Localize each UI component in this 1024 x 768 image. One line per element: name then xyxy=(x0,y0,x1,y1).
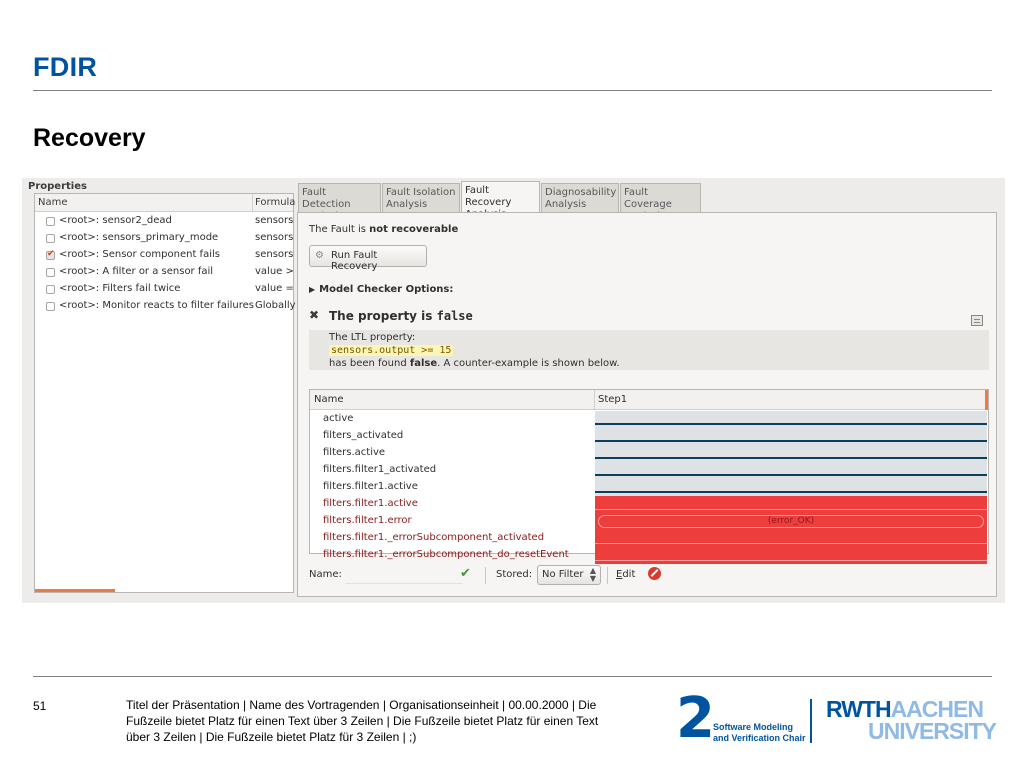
trace-variable-name: filters.filter1._errorSubcomponent_activated xyxy=(323,532,545,543)
ltl-result-box xyxy=(309,330,989,370)
edit-filter-button[interactable]: Edit xyxy=(616,569,636,580)
signal-waveform xyxy=(595,474,987,476)
tab-label-line1: Fault Recovery xyxy=(465,185,512,208)
expand-triangle-icon: ▶ xyxy=(309,285,316,294)
tab-diagnosability[interactable] xyxy=(541,183,619,212)
ltl-intro: The LTL property: xyxy=(329,332,416,343)
property-checkbox[interactable] xyxy=(46,268,55,277)
toolbar-separator xyxy=(485,567,486,584)
trace-row[interactable] xyxy=(310,496,988,513)
property-checkbox[interactable] xyxy=(46,285,55,294)
tab-fault-recovery[interactable] xyxy=(461,181,540,213)
trace-row[interactable] xyxy=(310,530,988,547)
property-name: <root>: sensors_primary_mode xyxy=(59,232,219,243)
horizontal-scrollbar[interactable] xyxy=(35,589,115,592)
properties-header xyxy=(35,194,296,212)
rwth-logo xyxy=(826,697,996,747)
trace-row[interactable] xyxy=(310,479,988,496)
result-title: The property is false xyxy=(329,309,473,323)
tab-label-line1: Fault Isolation xyxy=(386,187,456,198)
trace-step-cell xyxy=(595,445,987,462)
property-checkbox[interactable] xyxy=(46,302,55,311)
fault-recovery-panel xyxy=(297,212,997,597)
property-row[interactable] xyxy=(35,213,293,230)
slide-subtitle: Recovery xyxy=(33,124,146,152)
column-separator[interactable] xyxy=(594,390,595,410)
property-name: <root>: A filter or a sensor fail xyxy=(59,266,214,277)
i2-logo-mark: 2 xyxy=(676,686,715,751)
i2-logo-line1: Software Modeling xyxy=(713,722,794,732)
trace-variable-name: filters_activated xyxy=(323,430,404,441)
spinner-arrows-icon: ▲ ▼ xyxy=(589,566,596,583)
property-name: <root>: Monitor reacts to filter failures xyxy=(59,300,254,311)
property-formula: sensors xyxy=(255,215,294,226)
property-formula: sensors xyxy=(255,232,294,243)
property-checkbox[interactable] xyxy=(46,251,55,260)
run-icon: ⚙ xyxy=(315,250,324,261)
signal-waveform xyxy=(595,543,987,544)
signal-waveform xyxy=(595,457,987,459)
trace-step-cell xyxy=(595,547,987,564)
property-checkbox[interactable] xyxy=(46,217,55,226)
footer-rule xyxy=(33,676,992,677)
trace-step-cell xyxy=(595,411,987,428)
stored-filter-label: Stored: xyxy=(496,569,533,580)
trace-row[interactable] xyxy=(310,462,988,479)
footer-text: Titel der Präsentation | Name des Vortragenden | Organisationseinheit | 00.00.2000 | Die Fußzeile bietet Platz für einen Text über 3 Zeilen | Die Fußzeile bietet Platz für einen Text über 3 Zeilen | Die Fußzeile bietet Platz für 3 Zeilen | ;) xyxy=(126,698,599,744)
toolbar-separator xyxy=(607,567,608,584)
properties-title: Properties xyxy=(28,181,87,192)
rwth-logo-rwth: RWTH xyxy=(826,696,891,722)
i2-logo-line2: and Verification Chair xyxy=(713,733,806,743)
stored-filter-value: No Filter xyxy=(542,569,584,580)
tab-label-line1: Fault Coverage xyxy=(624,187,672,210)
trace-col-step[interactable]: Step1 xyxy=(598,394,628,405)
filter-bar xyxy=(309,564,989,588)
trace-variable-name: filters.filter1.active xyxy=(323,498,418,509)
signal-waveform xyxy=(595,440,987,442)
trace-row[interactable] xyxy=(310,513,988,530)
fault-status: not recoverable xyxy=(369,224,459,235)
apply-filter-check-icon[interactable]: ✔ xyxy=(460,566,471,581)
property-row[interactable] xyxy=(35,298,296,315)
property-name: <root>: sensor2_dead xyxy=(59,215,172,226)
column-separator[interactable] xyxy=(252,194,253,212)
fault-status-line: The Fault is not recoverable xyxy=(309,224,459,235)
run-fault-recovery-label: Run Fault Recovery xyxy=(331,250,378,272)
column-resize-handle[interactable] xyxy=(985,390,988,410)
title-rule xyxy=(33,90,992,91)
property-row[interactable] xyxy=(35,281,293,298)
trace-value-label: (error_OK) xyxy=(598,515,984,528)
model-checker-options-expander[interactable]: ▶ Model Checker Options: xyxy=(309,284,454,295)
trace-variable-name: filters.filter1_activated xyxy=(323,464,437,475)
trace-step-cell xyxy=(595,479,987,496)
stored-filter-select[interactable] xyxy=(537,565,601,585)
rwth-logo-university: UNIVERSITY xyxy=(868,718,997,744)
trace-variable-name: filters.filter1.active xyxy=(323,481,418,492)
property-formula: value > xyxy=(255,266,294,277)
property-row[interactable] xyxy=(35,230,293,247)
trace-row[interactable] xyxy=(310,428,988,445)
trace-row[interactable] xyxy=(310,445,988,462)
trace-variable-name: active xyxy=(323,413,354,424)
tab-label-line2: Analysis xyxy=(545,199,587,210)
properties-col-name[interactable]: Name xyxy=(38,197,68,208)
trace-variable-name: filters.filter1._errorSubcomponent_do_resetEvent xyxy=(323,549,569,560)
property-row[interactable] xyxy=(35,247,293,264)
ltl-formula: sensors.output >= 15 xyxy=(331,345,452,356)
trace-row[interactable] xyxy=(310,411,988,428)
properties-table xyxy=(34,193,294,593)
tab-fault-isolation[interactable] xyxy=(382,183,460,212)
signal-waveform xyxy=(595,491,987,493)
ltl-found-line: has been found false. A counter-example is shown below. xyxy=(329,358,620,369)
tool-screenshot xyxy=(22,178,1005,603)
trace-step-cell xyxy=(595,428,987,445)
rwth-logo-aachen: AACHEN xyxy=(890,696,983,722)
filter-name-label: Name: xyxy=(309,569,342,580)
trace-col-name[interactable]: Name xyxy=(314,394,344,405)
property-name: <root>: Sensor component fails xyxy=(59,249,220,260)
properties-col-formula[interactable]: Formula xyxy=(255,197,296,208)
tab-label-line1: Fault Detection xyxy=(302,187,351,210)
trace-row[interactable] xyxy=(310,547,988,564)
clear-filter-icon[interactable] xyxy=(648,567,661,580)
property-checkbox[interactable] xyxy=(46,234,55,243)
detach-result-icon[interactable] xyxy=(971,315,983,326)
property-row[interactable] xyxy=(35,264,293,281)
trace-variable-name: filters.filter1.error xyxy=(323,515,412,526)
tab-label-line2: Analysis xyxy=(386,199,428,210)
trace-step-cell xyxy=(595,462,987,479)
tab-fault-coverage[interactable] xyxy=(620,183,701,212)
filter-name-input[interactable] xyxy=(345,566,463,584)
trace-header xyxy=(310,390,988,410)
tab-label-line1: Diagnosability xyxy=(545,187,617,198)
property-formula: value = xyxy=(255,283,294,294)
tab-fault-detection[interactable] xyxy=(298,183,381,212)
signal-waveform xyxy=(595,423,987,425)
run-fault-recovery-button[interactable] xyxy=(309,245,427,272)
counterexample-table xyxy=(309,389,989,560)
close-result-icon[interactable]: ✖ xyxy=(309,308,320,322)
property-formula: sensors xyxy=(255,249,294,260)
page-number: 51 xyxy=(33,699,47,713)
i2-logo xyxy=(676,686,826,751)
slide-title: FDIR xyxy=(33,52,98,82)
trace-step-cell xyxy=(595,496,987,513)
trace-step-cell xyxy=(595,530,987,547)
property-formula: Globally xyxy=(255,300,296,311)
logo-separator xyxy=(810,699,812,743)
trace-step-cell xyxy=(595,513,987,530)
trace-variable-name: filters.active xyxy=(323,447,386,458)
signal-waveform xyxy=(595,509,987,510)
property-name: <root>: Filters fail twice xyxy=(59,283,181,294)
signal-waveform xyxy=(595,560,987,561)
